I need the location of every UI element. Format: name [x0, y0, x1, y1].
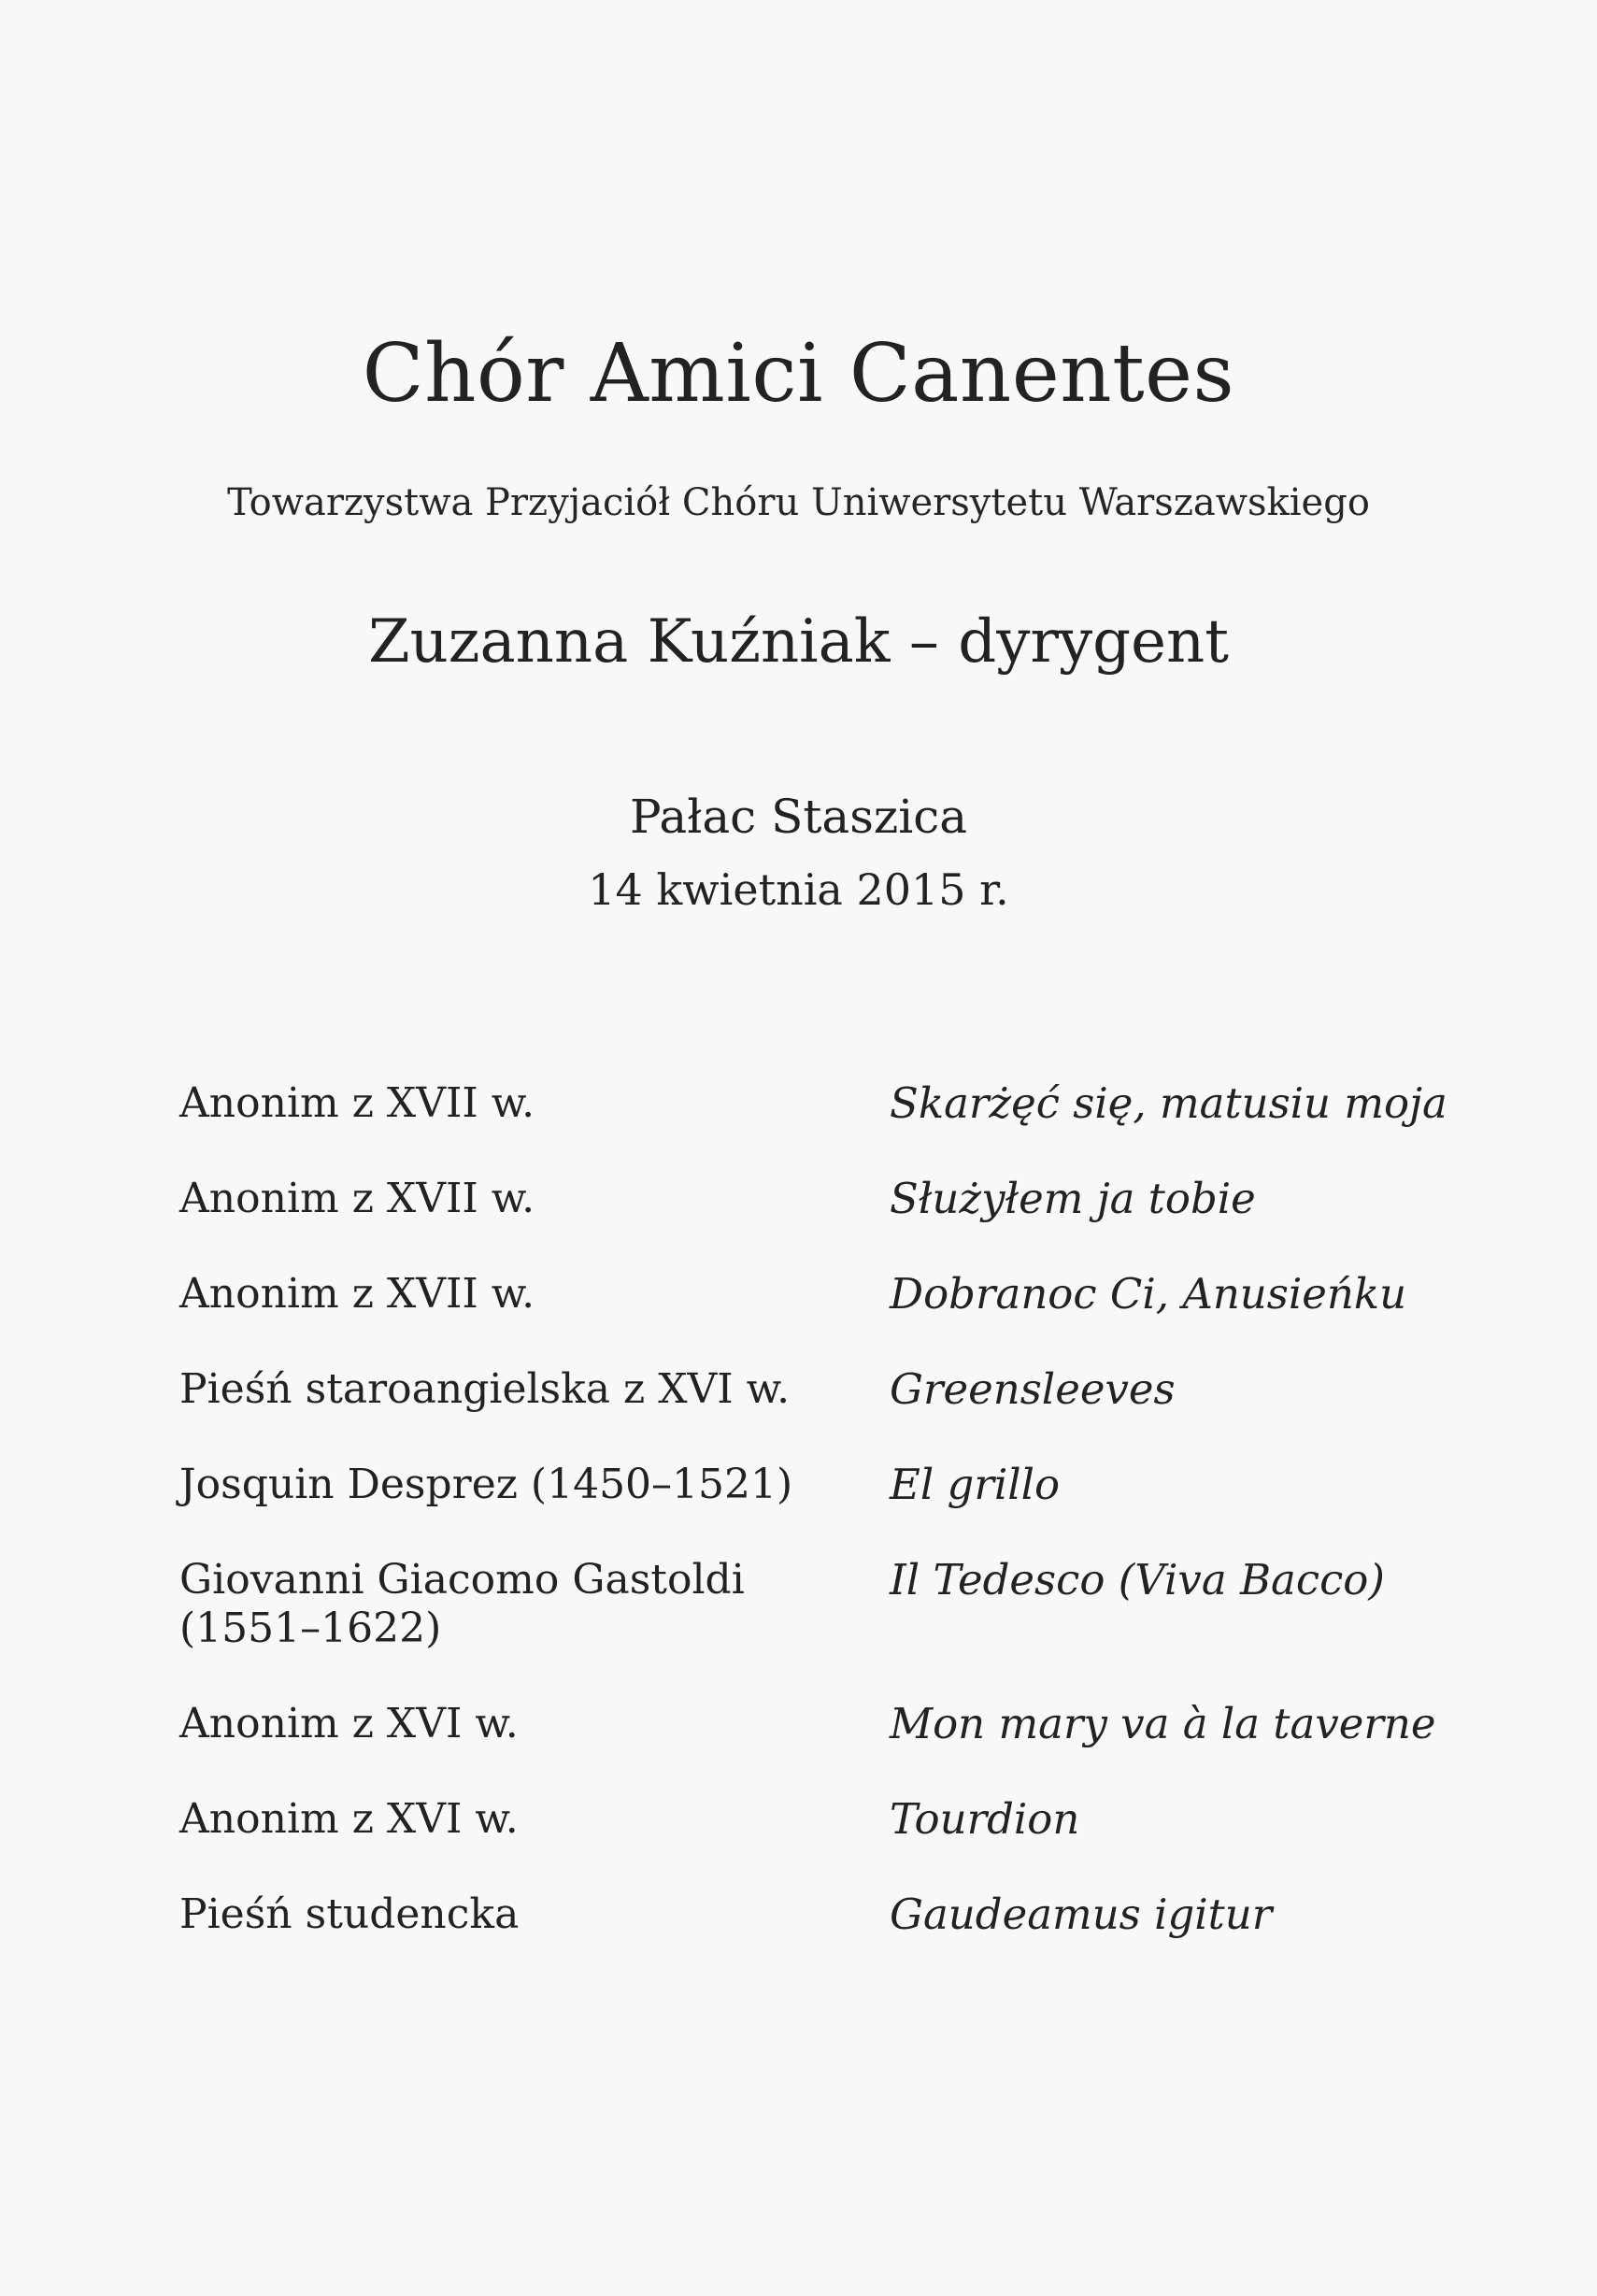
- piece-title: Dobranoc Ci, Anusieńku: [890, 1269, 1407, 1319]
- piece-title: Gaudeamus igitur: [890, 1890, 1273, 1939]
- piece-title: Skarżęć się, matusiu moja: [890, 1078, 1447, 1128]
- composer-name: Anonim z XVII w.: [179, 1270, 535, 1318]
- program-list: [179, 1079, 1450, 1986]
- composer-name: Anonim z XVII w.: [179, 1079, 535, 1127]
- piece-title: Służyłem ja tobie: [890, 1174, 1256, 1223]
- program-row: [179, 1461, 1450, 1509]
- piece-title: Mon mary va à la taverne: [890, 1699, 1436, 1748]
- piece-title: Tourdion: [890, 1794, 1080, 1844]
- composer-name: Anonim z XVI w.: [179, 1700, 519, 1747]
- program-row: [179, 1365, 1450, 1414]
- program-row: [179, 1175, 1450, 1223]
- program-row: [179, 1556, 1450, 1653]
- piece-title: Il Tedesco (Viva Bacco): [890, 1555, 1385, 1604]
- program-row: [179, 1795, 1450, 1844]
- composer-name: Giovanni Giacomo Gastoldi (1551–1622): [179, 1556, 745, 1652]
- program-row: [179, 1270, 1450, 1319]
- composer-name: Josquin Desprez (1450–1521): [179, 1461, 793, 1508]
- program-row: [179, 1079, 1450, 1128]
- composer-name: Anonim z XVII w.: [179, 1175, 535, 1222]
- conductor-line: Zuzanna Kuźniak – dyrygent: [368, 607, 1229, 677]
- composer-name: Pieśń staroangielska z XVI w.: [179, 1365, 791, 1413]
- concert-date: 14 kwietnia 2015 r.: [588, 864, 1009, 915]
- composer-name: Pieśń studencka: [179, 1890, 520, 1938]
- society-subtitle: Towarzystwa Przyjaciół Chóru Uniwersytetu Warszawskiego: [227, 481, 1370, 524]
- composer-name: Anonim z XVI w.: [179, 1795, 519, 1843]
- program-row: [179, 1890, 1450, 1939]
- program-row: [179, 1700, 1450, 1748]
- venue-name: Pałac Staszica: [629, 790, 968, 844]
- piece-title: El grillo: [890, 1460, 1061, 1509]
- piece-title: Greensleeves: [890, 1364, 1176, 1414]
- choir-title: Chór Amici Canentes: [362, 327, 1235, 421]
